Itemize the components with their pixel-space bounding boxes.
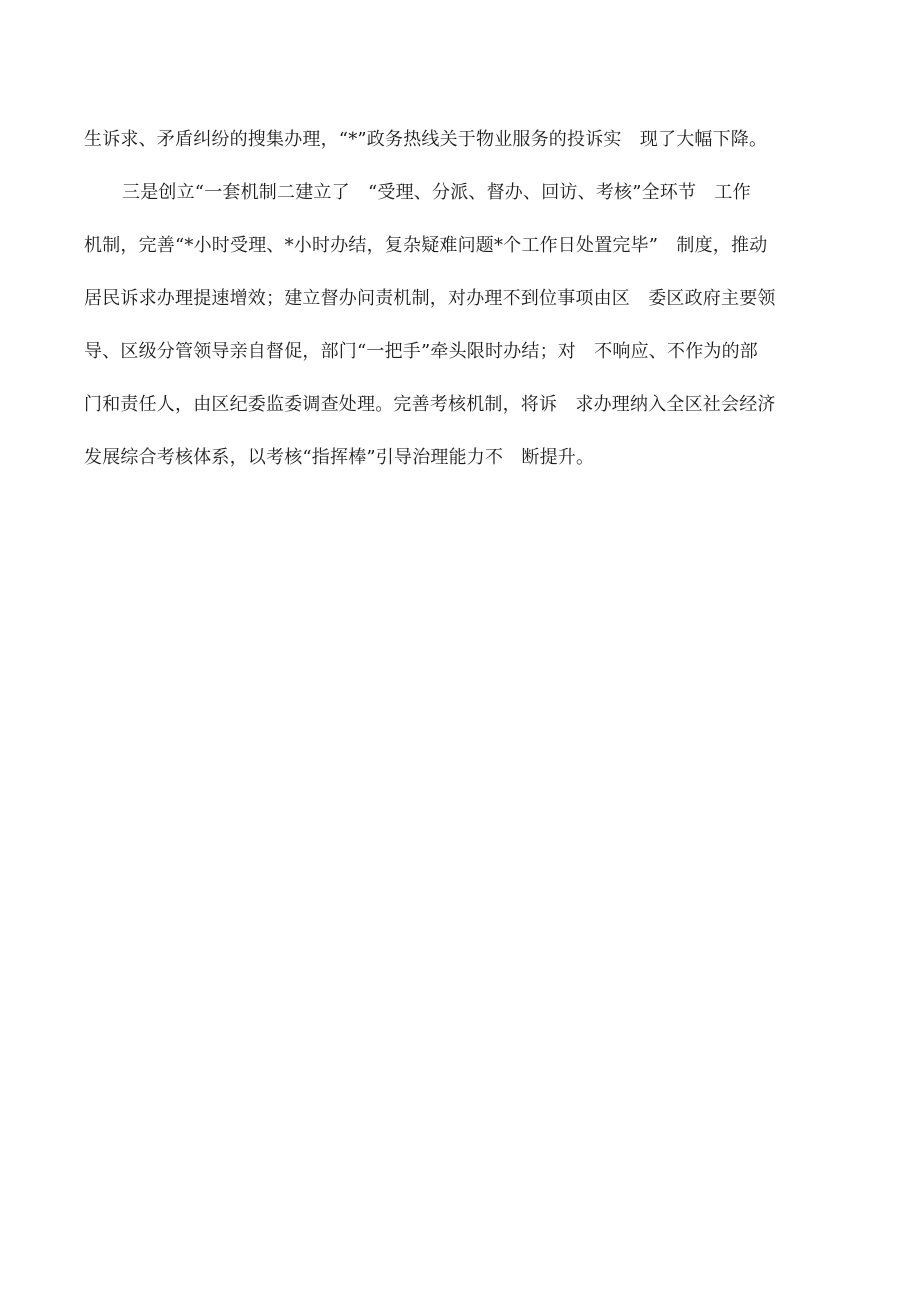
paragraph-line-2: 三是创立“一套机制二建立了 “受理、分派、督办、回访、考核”全环节 工作 (122, 182, 751, 203)
paragraph-line-5: 导、区级分管领导亲自督促，部门“一把手”牵头限时办结；对 不响应、不作为的部 (84, 341, 759, 362)
paragraph-line-6: 门和责任人，由区纪委监委调查处理。完善考核机制，将诉 求办理纳入全区社会经济 (84, 394, 776, 415)
paragraph-line-7: 发展综合考核体系，以考核“指挥棒”引导治理能力不 断提升。 (84, 447, 595, 468)
paragraph-line-1: 生诉求、矛盾纠纷的搜集办理，“*”政务热线关于物业服务的投诉实 现了大幅下降。 (84, 129, 768, 150)
paragraph-line-3: 机制，完善“*小时受理、*小时办结，复杂疑难问题*个工作日处置完毕” 制度，推动 (84, 235, 768, 256)
paragraph-line-4: 居民诉求办理提速增效；建立督办问责机制，对办理不到位事项由区 委区政府主要领 (84, 288, 776, 309)
